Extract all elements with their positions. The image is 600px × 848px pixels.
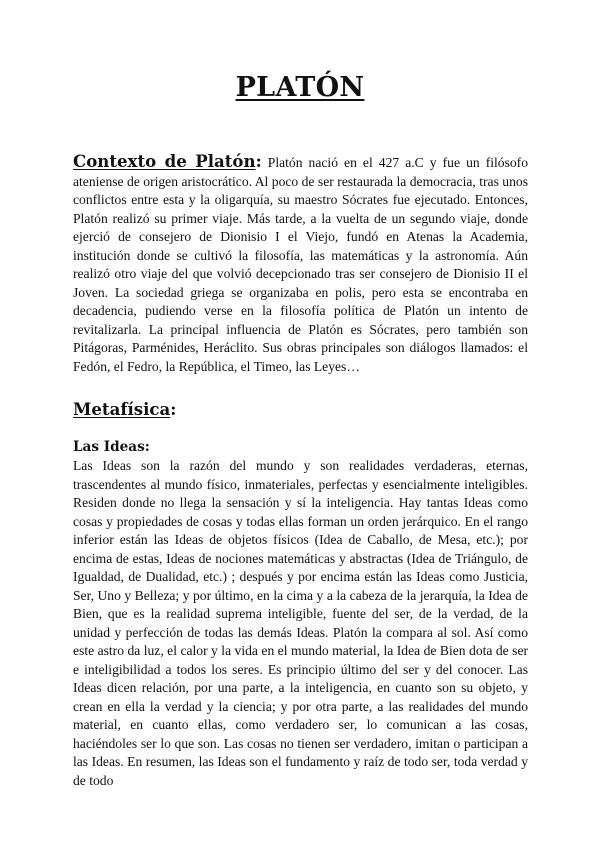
context-body-text: Platón nació en el 427 a.C y fue un filósofo ateniense de origen aristocrático. Al poco de ser restaurada la democracia, tras unos conflictos entre esta y la oligarquía, su maestro Sócrates fue ejecutado. Entonces, Platón realizó su primer viaje. Más tarde, a la vuelta de un segundo viaje, donde ejerció de consejero de Dionisio I el Viejo, fundó en Atenas la Academia, institución donde se cultivó la filosofía, las matemáticas y la astronomía. Aún realizó otro viaje del que volvió decepcionado tras ser consejero de Dionisio II el Joven. La sociedad griega se organizaba en polis, pero esta se encontraba en decadencia, pudiendo verse en la filosofía política de Platón un intento de revitalizarla. La principal influencia de Platón es Sócrates, pero también son Pitágoras, Parménides, Heráclito. Sus obras principales son diálogos llamados: el Fedón, el Fedro, la República, el Timeo, las Leyes… — [73, 155, 529, 374]
context-heading-colon: : — [255, 151, 262, 171]
page-title: PLATÓN — [235, 72, 365, 103]
metaphysics-heading-colon: : — [170, 399, 177, 419]
ideas-subheading: Las Ideas: — [73, 439, 150, 455]
context-paragraph — [73, 152, 528, 376]
context-heading-text: Contexto de Platón — [73, 151, 256, 171]
metaphysics-heading-text: Metafísica — [73, 399, 171, 419]
context-heading — [73, 151, 262, 171]
ideas-paragraph: Las Ideas son la razón del mundo y son realidades verdaderas, eternas, trascendentes al mundo físico, inmateriales, perfectas y esencialmente inteligibles. Residen donde no llega la sensación y sí la inteligencia. Hay tantas Ideas como cosas y propiedades de cosas y todas ellas forman un orden jerárquico. En el rango inferior están las Ideas de objetos físicos (Idea de Caballo, de Mesa, etc.); por encima de estas, Ideas de nociones matemáticas y abstractas (Idea de Triángulo, de Igualdad, de Dualidad, etc.) ; después y por encima están las Ideas como Justicia, Ser, Uno y Belleza; y por último, en la cima y a la cabeza de la jerarquía, la Idea de Bien, que es la realidad suprema inteligible, fuente del ser, de la verdad, de la unidad y perfección de todas las demás Ideas. Platón la compara al sol. Así como este astro da luz, el calor y la vida en el mundo material, la Idea de Bien dota de ser e inteligibilidad a todos los seres. Es principio último del ser y del conocer. Las Ideas dicen relación, por una parte, a la inteligencia, en cuanto son su objeto, y crean en ella la verdad y la ciencia; y por otra parte, a las realidades del mundo material, en cuanto ellas, como verdadero ser, lo comunican a las cosas, haciéndoles ser lo que son. Las cosas no tienen ser verdadero, imitan o participan a las Ideas. En resumen, las Ideas son el fundamento y raíz de todo ser, toda verdad y de todo — [73, 458, 528, 788]
metaphysics-heading — [73, 399, 176, 419]
